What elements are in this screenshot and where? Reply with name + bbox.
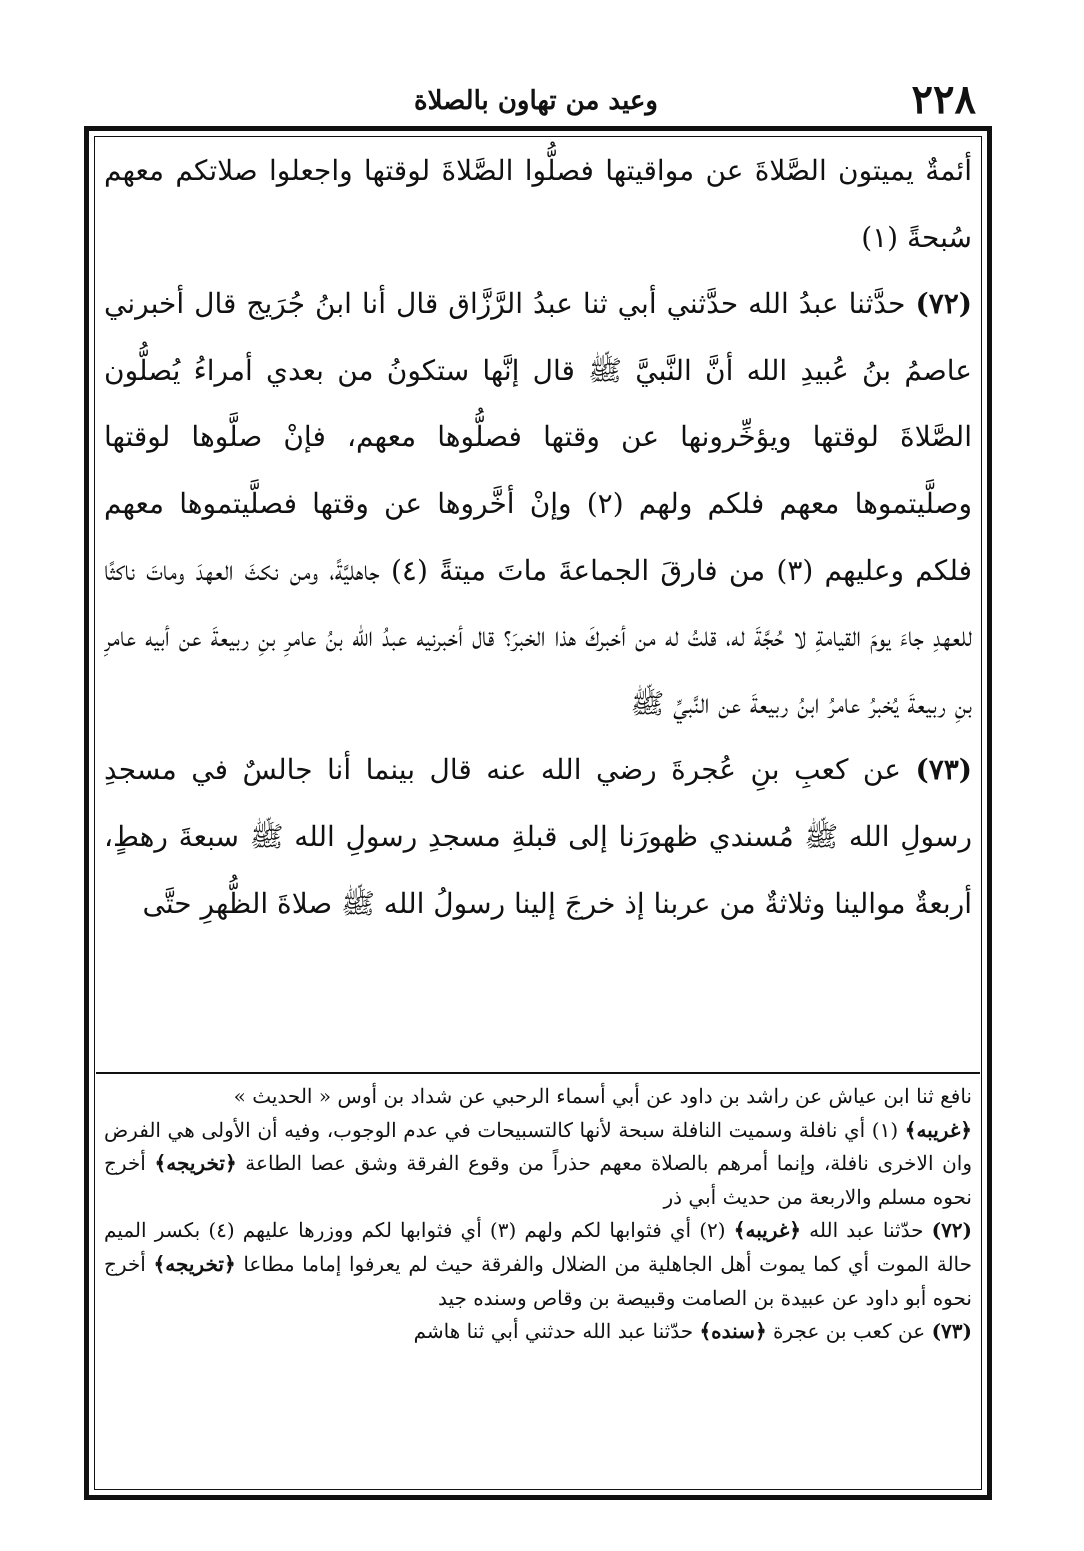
main-text xyxy=(104,138,972,1068)
takhrij-label: تخريجه xyxy=(165,1251,224,1276)
ornament-right: ﴾ xyxy=(733,1218,746,1243)
ornament-left: ﴿ xyxy=(754,1319,767,1344)
gharib-label: غريبه xyxy=(916,1117,961,1142)
sanad-label: سنده xyxy=(711,1319,755,1344)
gharib-label: غريبه xyxy=(745,1218,790,1243)
note-number: (٧٣) xyxy=(931,1319,972,1344)
page-number: ٢٢٨ xyxy=(911,76,976,123)
footnote-text: نافع ثنا ابن عياش عن راشد بن داود عن أبي أسماء الرحبي عن شداد بن أوس « الحديث » xyxy=(233,1084,972,1108)
footnote-text: عن كعب بن عجرة xyxy=(773,1319,926,1344)
hadith-text: حدَّثنا عبدُ الله حدَّثني أبي ثنا عبدُ الرَّزَّاق قال أنا ابنُ جُرَيج قال أخبرني عاصمُ بنُ عُبيدِ الله أنَّ النَّبيَّ ﷺ قال إنَّها ستكونُ من بعدي أمراءُ يُصلُّون الصَّلاةَ لوقتها ويؤخِّرونها عن وقتها فصلُّوها معهم، فإنْ صلَّوها لوقتها وصلَّيتموها معهم فلكم ولهم (٢) وإنْ أخَّروها عن وقتها فصلَّيتموها معهم فلكم وعليهم (٣) من فارقَ الجماعةَ ماتَ ميتةً (٤) جاهليَّةً، ومن نكثَ العهدَ وماتَ ناكثًا للعهدِ جاءَ يومَ القيامةِ لا حُجَّةَ له، قلتُ له من أخبركَ هذا الخبرَ؟ قال أخبرنيه عبدُ الله بنُ عامرِ بنِ ربيعةَ عن أبيه عامرِ بنِ ربيعةَ يُخبرُ عامرُ ابنُ ربيعةَ عن النَّبيِّ ﷺ xyxy=(104,287,972,720)
hadith-text: عن كعبِ بنِ عُجرةَ رضي الله عنه قال بينما أنا جالسٌ في مسجدِ رسولِ الله ﷺ مُسندي ظهورَنا إلى قبلةِ مسجدِ رسولِ الله ﷺ سبعةَ رهطٍ، أربعةٌ موالينا وثلاثةٌ من عربنا إذ خرجَ إلينا رسولُ الله ﷺ صلاةَ الظُّهرِ حتَّى xyxy=(104,753,972,920)
ornament-right: ﴾ xyxy=(153,1251,166,1276)
ornament-right: ﴾ xyxy=(154,1151,167,1176)
footnotes xyxy=(104,1080,972,1484)
ornament-left: ﴿ xyxy=(789,1218,802,1243)
footnote-line xyxy=(104,1114,972,1215)
running-title: وعيد من تهاون بالصلاة xyxy=(414,86,658,116)
footnote-text: (١) أي نافلة وسميت النافلة سبحة لأنها كالتسبيحات في عدم الوجوب، وفيه أن الأولى هي الفرض وان الاخرى نافلة، وإنما أمرهم بالصلاة معهم حذراً من وقوع الفرقة وشق عصا الطاعة xyxy=(104,1117,972,1176)
footnote-line xyxy=(104,1214,972,1315)
takhrij-label: تخريجه xyxy=(166,1151,225,1176)
footnote-text: أخرج نحوه مسلم والاربعة من حديث أبي ذر xyxy=(104,1151,972,1209)
footnote-line xyxy=(104,1080,972,1114)
footnote-text: (٢) أي فثوابها لكم ولهم (٣) أي فثوابها لكم ووزرها عليهم (٤) بكسر الميم حالة الموت أي كما يموت أهل الجاهلية من الضلال والفرقة حيث لم يعرفوا إماما مطاعا xyxy=(104,1218,972,1276)
hadith-72 xyxy=(104,271,972,737)
ornament-right: ﴾ xyxy=(699,1319,712,1344)
footnote-text: أخرج نحوه أبو داود عن عبيدة بن الصامت وقبيصة بن وقاص وسنده جيد xyxy=(104,1251,972,1310)
ornament-left: ﴿ xyxy=(960,1117,972,1142)
footnote-divider xyxy=(96,1072,980,1074)
hadith-number: (٧٣) xyxy=(915,753,972,787)
main-paragraph xyxy=(104,138,972,271)
ornament-left: ﴿ xyxy=(224,1151,237,1176)
footnote-line xyxy=(104,1315,972,1349)
hadith-number: (٧٢) xyxy=(915,287,972,321)
note-number: (٧٢) xyxy=(931,1218,972,1243)
sanad-text: حدّثنا عبد الله xyxy=(809,1218,924,1243)
main-paragraph-text: أئمةٌ يميتون الصَّلاةَ عن مواقيتها فصلُّوا الصَّلاةَ لوقتها واجعلوا صلاتكم معهم سُبحةً (١) xyxy=(104,154,972,254)
hadith-73 xyxy=(104,737,972,937)
ornament-right: ﴾ xyxy=(904,1117,917,1142)
footnote-text: حدّثنا عبد الله حدثني أبي ثنا هاشم xyxy=(413,1319,694,1344)
page-header xyxy=(96,76,976,123)
ornament-left: ﴿ xyxy=(223,1251,236,1276)
